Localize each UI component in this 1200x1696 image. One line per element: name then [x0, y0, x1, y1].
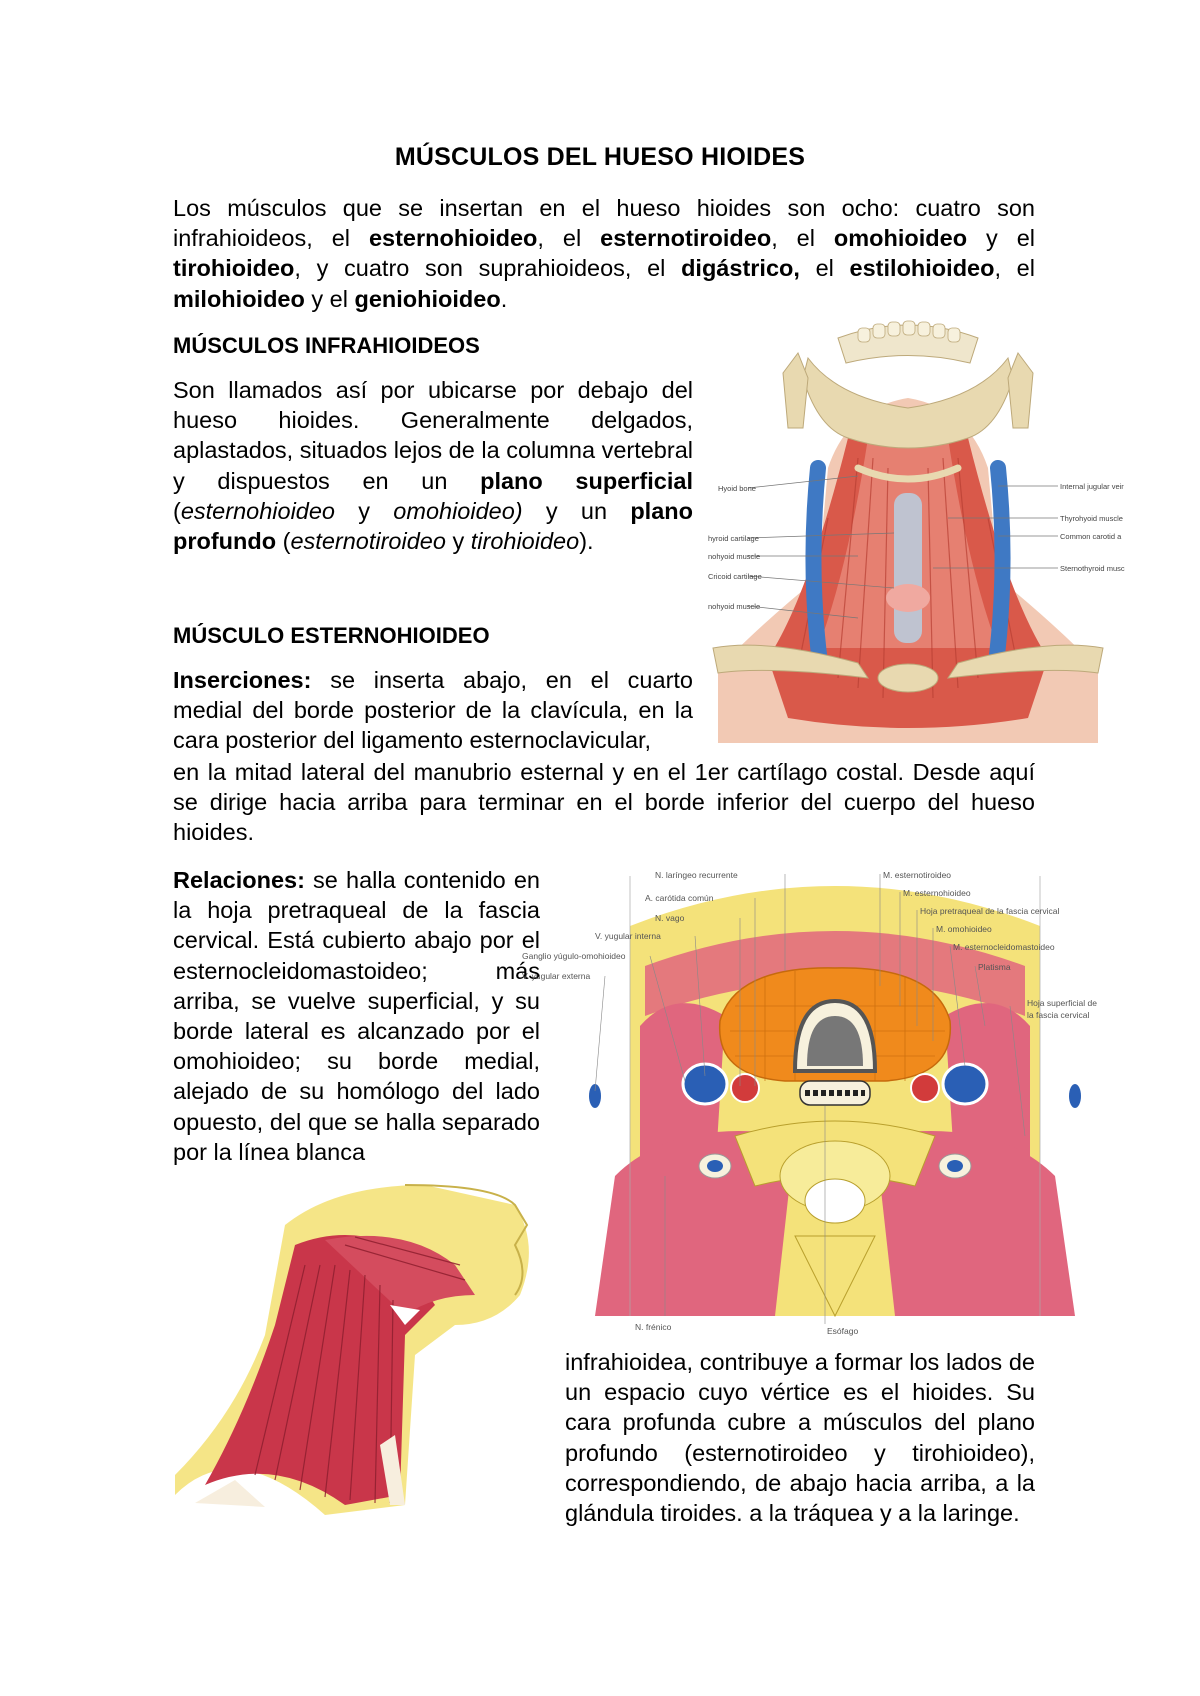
heading-esternohioideo: MÚSCULO ESTERNOHIOIDEO [173, 623, 490, 648]
heading-infrahioideos: MÚSCULOS INFRAHIOIDEOS [173, 333, 480, 358]
lateral-neck-figure [175, 1185, 545, 1525]
label-hoja-superficial-1: Hoja superficial de [1027, 998, 1097, 1008]
label-jugular: Internal jugular veir [1060, 482, 1124, 491]
label-vago: N. vago [655, 913, 685, 923]
inserciones-paragraph-b: en la mitad lateral del manubrio esternal y en el 1er cartílago costal. Desde aquí se dirige hacia arriba para terminar en el borde inferior del cuerpo del hueso hioides. [173, 759, 1035, 846]
label-sternothyroid: Sternothyroid musc [1060, 564, 1125, 573]
label-carotid: Common carotid a [1060, 532, 1122, 541]
label-pretraqueal: Hoja pretraqueal de la fascia cervical [920, 906, 1060, 916]
page-title: MÚSCULOS DEL HUESO HIOIDES [394, 143, 806, 171]
relaciones-paragraph-a: Relaciones: se halla contenido en la hoja pretraqueal de la fascia cervical. Está cubierto abajo por el esternocleidomastoideo; más arriba, se vuelve superficial, y su borde lateral es alcanzado por el omohioideo; su borde medial, alejado de su homólogo del lado opuesto, del que se halla separado por la línea blanca [173, 867, 540, 1165]
label-hoja-superficial-2: la fascia cervical [1027, 1010, 1090, 1020]
label-cricoid: Cricoid cartilage [708, 572, 762, 581]
label-sternohyoid: nohyoid muscle [708, 602, 761, 611]
label-ecm: M. esternocleidomastoideo [953, 942, 1055, 952]
label-esternohioideo: M. esternohioideo [903, 888, 971, 898]
label-thyroid-cartilage: hyroid cartilage [708, 534, 759, 543]
label-yugular-interna: V. yugular interna [595, 931, 661, 941]
infrahioideos-paragraph: Son llamados así por ubicarse por debajo del hueso hioides. Generalmente delgados, aplastados, situados lejos de la columna vertebral y dispuestos en un plano superficial (esternohioideo y omohioideo) y un plano profundo (esternotiroideo y tirohioideo). [173, 377, 693, 555]
label-platisma: Platisma [978, 962, 1011, 972]
neck-cross-section-figure [522, 870, 1105, 1336]
label-omohyoid: nohyoid muscle [708, 552, 761, 561]
label-thyrohyoid: Thyrohyoid muscle [1060, 514, 1123, 523]
relaciones-paragraph-b: infrahioidea, contribuye a formar los lados de un espacio cuyo vértice es el hioides. Su cara profunda cubre a músculos del plano profundo (esternotiroideo y tirohioideo), correspondiendo, de abajo hacia arriba, a la glándula tiroides. a la tráquea y a la laringe. [565, 1349, 1035, 1527]
label-carotida: A. carótida común [645, 893, 714, 903]
label-frenico: N. frénico [635, 1322, 672, 1332]
label-esternotiroideo: M. esternotiroideo [883, 870, 952, 880]
label-ganglio: Ganglio yúgulo-omohioideo [522, 951, 626, 961]
label-esofago: Esófago [827, 1326, 859, 1336]
inserciones-paragraph-a: Inserciones: se inserta abajo, en el cuarto medial del borde posterior de la clavícula, en la cara posterior del ligamento esternoclavicular, [173, 667, 693, 754]
label-laringeo-recurrente: N. laríngeo recurrente [655, 870, 738, 880]
neck-anatomy-figure [708, 318, 1125, 743]
label-yugular-externa: V. yugular externa [522, 971, 591, 981]
label-omohioideo: M. omohioideo [936, 924, 992, 934]
label-hyoid-bone: Hyoid bone [718, 484, 756, 493]
intro-paragraph: Los músculos que se insertan en el hueso hioides son ocho: cuatro son infrahioideos, el esternohioideo, el esternotiroideo, el omohioideo y el tirohioideo, y cuatro son suprahioideos, el digástrico, el estilohioideo, el milohioideo y el geniohioideo. [173, 195, 1035, 312]
